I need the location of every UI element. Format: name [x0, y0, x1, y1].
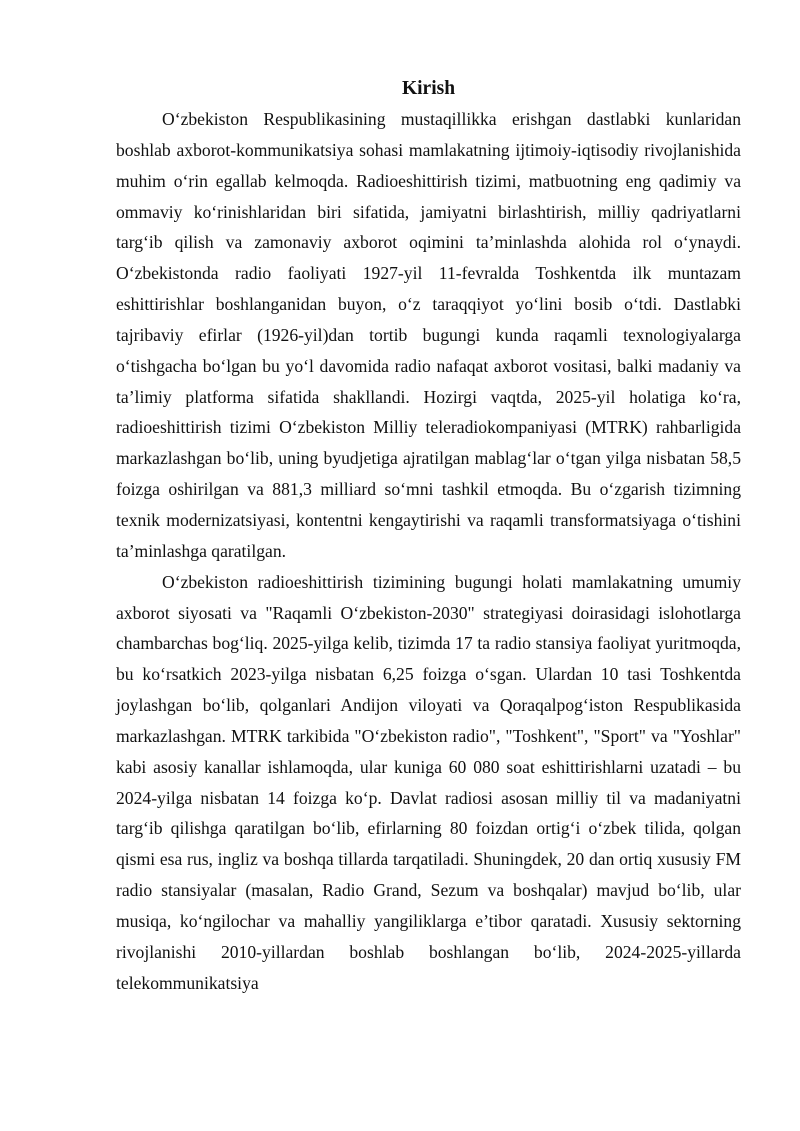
paragraph-current-state: O‘zbekiston radioeshittirish tizimining bugungi holati mamlakatning umumiy axborot siyosati va "Raqamli O‘zbekiston-2030" strategiyasi doirasidagi islohotlarga chambarchas bog‘liq. 2025-yilga kelib, tizimda 17 ta radio stansiya faoliyat yuritmoqda, bu ko‘rsatkich 2023-yilga nisbatan 6,25 foizga o‘sgan. Ulardan 10 tasi Toshkentda joylashgan bo‘lib, qolganlari Andijon viloyati va Qoraqalpog‘iston Respublikasida markazlashgan. MTRK tarkibida "O‘zbekiston radio", "Toshkent", "Sport" va "Yoshlar" kabi asosiy kanallar ishlamoqda, ular kuniga 60 080 soat eshittirishlarni uzatadi – bu 2024-yilga nisbatan 14 foizga ko‘p. Davlat radiosi asosan milliy til va madaniyatni targ‘ib qilishga qaratilgan bo‘lib, efirlarning 80 foizdan ortig‘i o‘zbek tilida, qolgan qismi esa rus, ingliz va boshqa tillarda tarqatiladi. Shuningdek, 20 dan ortiq xususiy FM radio stansiyalar (masalan, Radio Grand, Sezum va boshqalar) mavjud bo‘lib, ular musiqa, ko‘ngilochar va mahalliy yangiliklarga e’tibor qaratadi. Xususiy sektorning rivojlanishi 2010-yillardan boshlab boshlangan bo‘lib, 2024-2025-yillarda telekommunikatsiya — [116, 571, 741, 993]
document-body — [116, 74, 741, 998]
page-title: Kirish — [401, 78, 456, 99]
paragraph-intro: O‘zbekiston Respublikasining mustaqillikka erishgan dastlabki kunlaridan boshlab axborot-kommunikatsiya sohasi mamlakatning ijtimoiy-iqtisodiy rivojlanishida muhim o‘rin egallab kelmoqda. Radioeshittirish tizimi, matbuotning eng qadimiy va ommaviy ko‘rinishlaridan biri sifatida, jamiyatni birlashtirish, milliy qadriyatlarni targ‘ib qilish va zamonaviy axborot oqimini ta’minlashda alohida rol o‘ynaydi. O‘zbekistonda radio faoliyati 1927-yil 11-fevralda Toshkentda ilk muntazam eshittirishlar boshlanganidan buyon, o‘z taraqqiyot yo‘lini bosib o‘tdi. Dastlabki tajribaviy efirlar (1926-yil)dan tortib bugungi kunda raqamli texnologiyalarga o‘tishgacha bo‘lgan bu yo‘l davomida radio nafaqat axborot vositasi, balki madaniy va ta’limiy platforma sifatida shakllandi. Hozirgi vaqtda, 2025-yil holatiga ko‘ra, radioeshittirish tizimi O‘zbekiston Milliy teleradiokompaniyasi (MTRK) rahbarligida markazlashgan bo‘lib, uning byudjetiga ajratilgan mablag‘lar o‘tgan yilga nisbatan 58,5 foizga oshirilgan va 881,3 milliard so‘mni tashkil etmoqda. Bu o‘zgarish tizimning texnik modernizatsiyasi, kontentni kengaytirishi va raqamli transformatsiyaga o‘tishini ta’minlashga qaratilgan. — [116, 109, 741, 561]
